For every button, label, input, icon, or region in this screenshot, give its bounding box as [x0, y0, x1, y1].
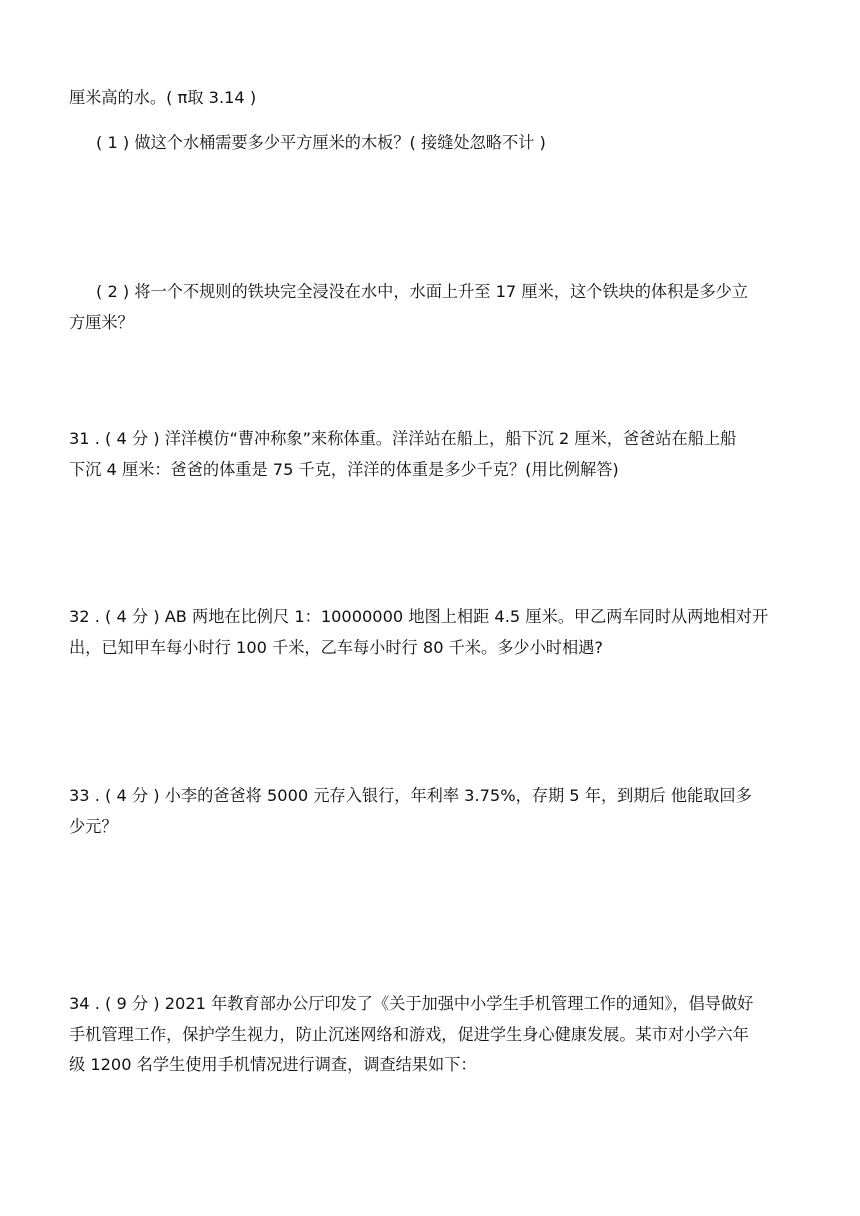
sub-question-1: ( 1 ) 做这个水桶需要多少平方厘米的木板？( 接缝处忽略不计 ) [96, 133, 546, 152]
question-33-line-2: 少元？ [69, 817, 118, 836]
question-34-line-3: 级 1200 名学生使用手机情况进行调查，调查结果如下： [69, 1055, 477, 1074]
question-31-line-1: 31 . ( 4 分 ) 洋洋模仿“曹冲称象”来称体重。洋洋站在船上，船下沉 2 厘米，爸爸站在船上船 [69, 429, 737, 448]
question-32-line-2: 出，已知甲车每小时行 100 千米，乙车每小时行 80 千米。多少小时相遇? [69, 638, 603, 657]
problem-30-continuation-line: 厘米高的水。( π取 3.14 ) [69, 88, 257, 107]
question-34-line-2: 手机管理工作，保护学生视力，防止沉迷网络和游戏，促进学生身心健康发展。某市对小学六年 [69, 1025, 749, 1044]
sub-question-2-line-1: ( 2 ) 将一个不规则的铁块完全浸没在水中，水面上升至 17 厘米，这个铁块的体积是多少立 [96, 282, 749, 301]
sub-question-2-line-2: 方厘米？ [69, 313, 134, 332]
question-34-line-1: 34 . ( 9 分 ) 2021 年教育部办公厅印发了《关于加强中小学生手机管理工作的通知》，倡导做好 [69, 994, 754, 1013]
question-33-line-1: 33 . ( 4 分 ) 小李的爸爸将 5000 元存入银行，年利率 3.75%，存期 5 年，到期后 他能取回多 [69, 786, 752, 805]
question-32-line-1: 32 . ( 4 分 ) AB 两地在比例尺 1：10000000 地图上相距 4.5 厘米。甲乙两车同时从两地相对开 [69, 607, 769, 626]
question-31-line-2: 下沉 4 厘米：爸爸的体重是 75 千克，洋洋的体重是多少千克？(用比例解答) [69, 460, 619, 479]
